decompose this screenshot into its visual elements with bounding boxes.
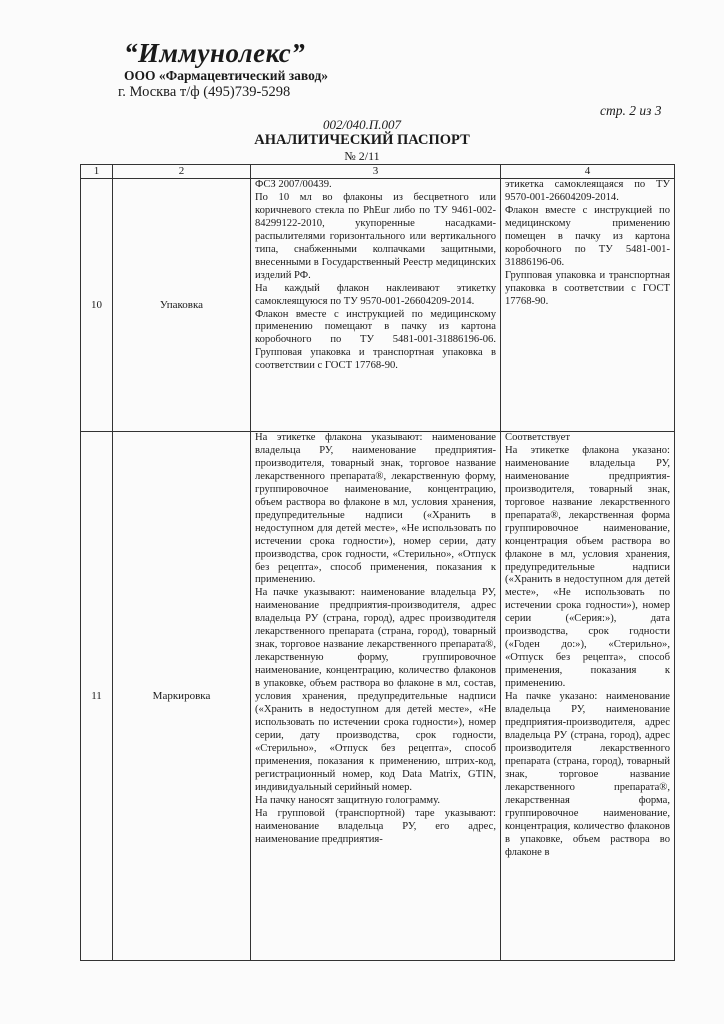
- result-paragraph: На этикетке флакона указано: наименование владельца РУ, наименование предприятия-производителя, товарный знак, торговое название лекарственного препарата®, лекарственная форма группировочное наименование, концентрация объем раствора во флаконе в мл, условия хранения, предупредительные надписи («Хранить в недоступном для детей месте», «Не использовать по истечении срока годности»), номер серии («Серия:»), дата производства, срок годности («Годен до:»), «Стерильно», «Отпуск без рецепта», способ применения, показания к применению.: [505, 444, 670, 690]
- document-code: 002/040.П.007: [323, 117, 401, 132]
- table-row: [81, 432, 675, 961]
- column-number: 1: [81, 165, 113, 179]
- document-title: АНАЛИТИЧЕСКИЙ ПАСПОРТ: [254, 132, 470, 148]
- row-number: 11: [81, 432, 113, 961]
- requirement-paragraph: На пачке указывают: наименование владельца РУ, наименование предприятия-производителя, адрес владельца РУ (страна, город), адрес производителя лекарственного препарата (страна, город), товарный знак, торговое название лекарственного препарата®, лекарственную форму, группировочное наименование, концентрацию, количество флаконов в упаковке, объем раствора во флаконе в мл, состав, условия хранения, предупредительные надписи («Хранить в недоступном для детей месте», «Не использовать по истечении срока годности»), номер серии, дату производства, срок годности, «Стерильно», «Отпуск без рецепта», способ применения, показания к применению, штрих-код, регистрационный номер, код Data Matrix, GTIN, индивидуальный серийный номер.: [255, 587, 496, 793]
- column-number: 3: [251, 165, 501, 179]
- company-brand: “Иммунолекс”: [124, 38, 306, 68]
- column-number-row: [81, 165, 675, 179]
- result-paragraph: этикетка самоклеящаяся по ТУ 9570-001-26604209-2014.: [505, 179, 670, 203]
- result-paragraph: Соответствует: [505, 432, 571, 443]
- document-number: № 2/11: [344, 149, 380, 163]
- requirement-paragraph: На групповой (транспортной) таре указывают: наименование владельца РУ, его адрес, наименование предприятия-: [255, 807, 496, 845]
- passport-table: [80, 164, 675, 961]
- requirement-paragraph: По 10 мл во флаконы из бесцветного или коричневого стекла по PhEur либо по ТУ 9461-002-84299122-2010, укупоренные насадками-распылителями горизонтального или вертикального типа, снабженными колпачками защитными, внесенными в Государственный Реестр медицинских изделий РФ.: [255, 191, 496, 281]
- requirement-paragraph: ФСЗ 2007/00439.: [255, 179, 332, 190]
- column-number: 2: [113, 165, 251, 179]
- row-title: Упаковка: [113, 179, 251, 432]
- result-paragraph: На пачке указано: наименование владельца РУ, наименование предприятия-производителя, адрес владельца РУ (страна, город), адрес производителя лекарственного препарата (страна, город), товарный знак, торговое название лекарственного препарата®, лекарственная форма, группировочное наименование, концентрация, количество флаконов в упаковке, объем раствора во флаконе в: [505, 691, 670, 858]
- result-paragraph: Групповая упаковка и транспортная упаковка в соответствии с ГОСТ 17768-90.: [505, 269, 670, 307]
- row-number: 10: [81, 179, 113, 432]
- result-cell: [501, 179, 675, 432]
- row-title: Маркировка: [113, 432, 251, 961]
- requirement-cell: [251, 179, 501, 432]
- requirement-paragraph: На каждый флакон наклеивают этикетку самоклеящуюся по ТУ 9570-001-26604209-2014.: [255, 282, 496, 307]
- page-number: стр. 2 из 3: [600, 103, 662, 118]
- table-row: [81, 179, 675, 432]
- result-cell: [501, 432, 675, 961]
- company-address: г. Москва т/ф (495)739-5298: [118, 84, 291, 100]
- requirement-paragraph: На этикетке флакона указывают: наименование владельца РУ, наименование предприятия-производителя, товарный знак, торговое название лекарственного препарата®, лекарственную форму, группировочное наименование, концентрацию, объем раствора во флаконе в мл, условия хранения, предупредительные надписи («Хранить в недоступном для детей месте», «Не использовать по истечении срока годности»), номер серии, дату производства, срок годности, «Стерильно», «Отпуск без рецепта», способ применения, показания к применению.: [255, 432, 496, 586]
- requirement-paragraph: На пачку наносят защитную голограмму.: [255, 794, 441, 806]
- result-paragraph: Флакон вместе с инструкцией по медицинскому применению помещен в пачку из картона коробочного по ТУ 5481-001-31886196-06.: [505, 204, 670, 268]
- requirement-cell: [251, 432, 501, 961]
- column-number: 4: [501, 165, 675, 179]
- company-name: ООО «Фармацевтический завод»: [124, 68, 329, 83]
- requirement-paragraph: Флакон вместе с инструкцией по медицинскому применению помещают в пачку из картона коробочного по ТУ 5481-001-31886196-06. Групповая упаковка и транспортная упаковка в соответствии с ГОСТ 17768-90.: [255, 308, 496, 372]
